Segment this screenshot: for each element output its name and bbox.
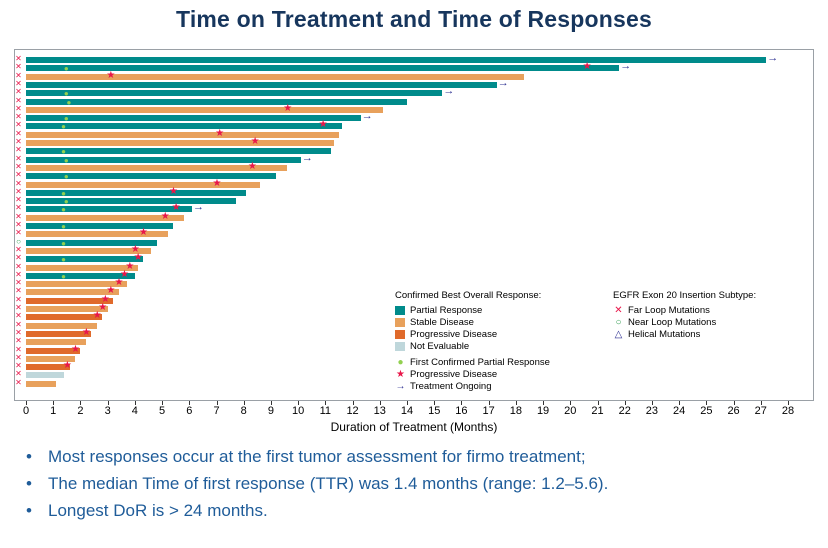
legend-mutation-items [613,304,756,340]
axis-tick-label: 22 [618,405,631,417]
mutation-subtype-icon: ✕ [15,54,22,63]
x-axis-label: Duration of Treatment (Months) [330,420,498,434]
progressive-disease-icon: ★ [160,210,170,222]
duration-bar [26,132,339,138]
progressive-disease-icon: ★ [92,310,102,322]
mutation-subtype-icon: ✕ [15,161,22,171]
mutation-subtype-icon: ○ [16,236,21,246]
progressive-disease-icon: ★ [247,160,257,172]
first-partial-response-icon: ● [66,97,72,107]
legend-item [395,328,550,340]
progressive-disease-icon: ★ [318,119,328,131]
legend-label: First Confirmed Partial Response [410,356,550,368]
progressive-disease-icon: ★ [70,343,80,355]
legend-label: Near Loop Mutations [628,316,717,328]
mutation-subtype-icon: ✕ [15,95,22,105]
patient-row [15,268,813,281]
patient-row [15,110,813,124]
mutation-subtype-icon: ✕ [15,369,22,379]
patient-row [15,52,813,64]
first-partial-response-icon: ● [63,89,69,99]
treatment-ongoing-icon: → [620,60,632,73]
patient-row [15,201,813,215]
mutation-subtype-icon: ✕ [15,269,22,279]
legend-label: Not Evaluable [410,340,470,352]
progressive-disease-icon: ★ [250,136,260,147]
duration-bar [26,148,331,154]
treatment-ongoing-icon: → [443,85,455,98]
mutation-subtype-icon: ✕ [15,120,22,130]
axis-tick-label: 13 [373,405,386,417]
mutation-subtype-icon: ✕ [15,228,22,238]
progressive-disease-icon: ★ [98,302,108,313]
progressive-disease-icon: ★ [139,227,148,239]
mutation-subtype-icon: ✕ [15,294,22,304]
mutation-subtype-icon: ✕ [15,253,22,263]
legend-marker-icon: ● [397,356,404,368]
legend-mutation-title: EGFR Exon 20 Insertion Subtype: [613,290,757,301]
progressive-disease-icon: ★ [283,102,293,114]
axis-tick-label: 28 [781,405,795,417]
first-partial-response-icon: ● [61,238,66,248]
treatment-ongoing-icon: → [301,151,313,164]
progressive-disease-icon: ★ [114,277,124,289]
mutation-subtype-icon: ✕ [15,303,22,312]
axis-tick-label: 20 [564,405,577,417]
bullet-text: The median Time of first response (TTR) was 1.4 months (range: 1.2–5.6). [48,474,609,493]
legend-label: Partial Response [410,304,483,316]
patient-row [15,145,813,157]
mutation-subtype-icon: ✕ [15,137,22,146]
mutation-subtype-icon: ✕ [15,278,22,288]
progressive-disease-icon: ★ [100,293,110,305]
duration-bar [26,190,246,196]
axis-tick-label: 11 [319,405,332,417]
axis-tick-label: 9 [267,405,274,417]
progressive-disease-icon: ★ [582,61,592,73]
axis-tick-label: 23 [645,405,659,417]
axis-tick-label: 5 [159,405,166,417]
duration-bar [26,223,173,229]
first-partial-response-icon: ● [61,147,66,157]
axis-tick-label: 15 [428,405,441,417]
progressive-disease-icon: ★ [133,252,143,264]
legend-mutation-icon: △ [614,328,623,340]
patient-row [15,210,813,222]
first-partial-response-icon: ● [63,155,69,165]
chart-plot-area [14,49,814,401]
mutation-subtype-icon: ✕ [15,336,22,346]
legend-swatch [395,342,405,351]
patient-row [15,69,813,81]
legend-item [613,304,756,316]
treatment-ongoing-icon: → [497,76,509,89]
mutation-subtype-icon: ✕ [15,195,22,205]
treatment-ongoing-icon: → [361,110,373,123]
first-partial-response-icon: ● [61,205,66,215]
progressive-disease-icon: ★ [168,185,178,197]
legend-item [613,316,756,328]
patient-row [15,151,813,165]
legend-response [395,290,550,392]
legend-mutation-icon: ○ [615,316,622,328]
axis-tick-label: 27 [754,405,767,417]
progressive-disease-icon: ★ [119,268,129,280]
axis-tick-label: 6 [186,405,193,417]
axis-tick-label: 3 [104,405,111,417]
legend-response-title: Confirmed Best Overall Response: [395,290,542,301]
axis-tick-label: 10 [292,405,305,417]
legend-swatch [395,330,405,339]
duration-bar [26,182,260,188]
treatment-ongoing-icon: → [767,52,779,64]
page-title: Time on Treatment and Time of Responses [175,6,652,32]
duration-bar [26,74,524,80]
bullet-list [10,447,828,528]
mutation-subtype-icon: ✕ [15,178,22,188]
legend-mutation [613,290,756,340]
mutation-subtype-icon: ✕ [15,145,22,155]
legend-marker-items [395,356,550,392]
first-partial-response-icon: ● [63,172,69,182]
first-partial-response-icon: ● [61,271,66,281]
mutation-subtype-icon: ✕ [15,112,22,122]
duration-bar [26,372,64,378]
axis-tick-label: 12 [346,405,359,417]
patient-row [15,60,813,74]
bullet-item [10,474,828,494]
progressive-disease-icon: ★ [106,69,116,81]
bullet-dot-icon: • [26,447,32,466]
bullet-dot-icon: • [26,474,32,493]
patient-row [15,260,813,272]
legend-swatch [395,306,405,315]
duration-bar [26,140,334,146]
duration-bar [26,314,102,320]
first-partial-response-icon: ● [61,188,66,198]
legend-item [395,380,550,392]
legend-label: Helical Mutations [628,328,701,340]
progressive-disease-icon: ★ [106,285,116,297]
legend-label: Stable Disease [410,316,474,328]
duration-bar [26,198,236,204]
legend-swatch [395,318,405,327]
progressive-disease-icon: ★ [171,202,181,214]
duration-bar [26,90,442,96]
duration-bar [26,107,383,113]
patient-row [15,227,813,239]
legend-item [395,356,550,368]
patient-row [15,252,813,265]
first-partial-response-icon: ● [61,255,66,265]
patient-row [15,127,813,139]
patient-row [15,277,813,289]
mutation-subtype-icon: ✕ [15,78,22,88]
progressive-disease-icon: ★ [130,243,140,255]
first-partial-response-icon: ● [61,222,66,231]
patient-row [15,220,813,231]
mutation-subtype-icon: ✕ [15,311,22,321]
mutation-subtype-icon: ✕ [15,70,22,80]
axis-tick-label: 21 [591,405,604,417]
patient-row [15,170,813,182]
patient-row [15,185,813,198]
patient-row [15,95,813,107]
mutation-subtype-icon: ✕ [15,62,22,72]
legend-label: Far Loop Mutations [628,304,710,316]
bullet-text: Most responses occur at the first tumor assessment for firmo treatment; [48,447,586,466]
duration-bar [26,57,766,63]
first-partial-response-icon: ● [63,64,69,74]
first-partial-response-icon: ● [63,114,69,124]
mutation-subtype-icon: ✕ [15,261,22,271]
mutation-subtype-icon: ✕ [15,319,22,329]
patient-row [15,177,813,189]
axis-tick-label: 19 [536,405,550,417]
axis-tick-label: 4 [131,405,138,417]
axis-tick-label: 0 [22,405,30,417]
mutation-subtype-icon: ✕ [15,170,22,180]
mutation-subtype-icon: ✕ [15,327,22,337]
axis-tick-label: 8 [240,405,247,417]
legend-label: Progressive Disease [410,328,498,340]
bullet-text: Longest DoR is > 24 months. [48,501,268,520]
mutation-subtype-icon: ✕ [15,87,22,97]
progressive-disease-icon: ★ [62,360,72,372]
progressive-disease-icon: ★ [215,127,225,139]
mutation-subtype-icon: ✕ [15,211,22,221]
mutation-subtype-icon: ✕ [15,220,22,229]
mutation-subtype-icon: ✕ [15,103,22,113]
legend-item [395,304,550,316]
mutation-subtype-icon: ✕ [15,344,22,354]
bullet-item [10,501,828,521]
legend-response-items [395,304,550,352]
duration-bar [26,115,361,121]
patient-row [15,76,813,89]
mutation-subtype-icon: ✕ [15,203,22,213]
axis-tick-label: 1 [50,405,57,417]
mutation-subtype-icon: ✕ [15,128,22,138]
patient-row [15,119,813,132]
axis-tick-label: 16 [455,405,468,417]
axis-tick-label: 7 [213,405,220,417]
axis-tick-label: 18 [509,405,522,417]
patient-row [15,195,813,207]
mutation-subtype-icon: ✕ [15,377,22,387]
mutation-subtype-icon: ✕ [15,361,22,371]
patient-row [15,160,813,172]
mutation-subtype-icon: ✕ [15,244,22,254]
legend-label: Treatment Ongoing [410,380,492,392]
patient-row [15,85,813,99]
legend-mutation-icon: ✕ [614,304,623,316]
legend-item [395,368,550,380]
duration-bar [26,99,407,105]
axis-tick-label: 24 [673,405,686,417]
patient-row [15,102,813,114]
duration-bar [26,123,342,129]
mutation-subtype-icon: ✕ [15,186,22,196]
progressive-disease-icon: ★ [212,177,222,189]
legend-label: Progressive Disease [410,368,498,380]
first-partial-response-icon: ● [63,197,69,207]
axis-tick-label: 25 [700,405,713,417]
patient-row [15,136,813,147]
legend-marker-icon: ★ [396,368,405,380]
bullet-dot-icon: • [26,501,32,520]
mutation-subtype-icon: ✕ [15,352,22,362]
legend-marker-icon: → [395,380,406,392]
mutation-subtype-icon: ✕ [15,286,22,296]
duration-bar [26,381,56,387]
progressive-disease-icon: ★ [81,326,91,338]
axis-tick-label: 17 [482,405,495,417]
legend-item [613,328,756,340]
duration-bar [26,82,497,88]
axis-tick-label: 14 [400,405,414,417]
axis-tick-label: 2 [77,405,84,417]
legend-item [395,316,550,328]
progressive-disease-icon: ★ [125,260,135,272]
legend-item [395,340,550,352]
bullet-item [10,447,828,467]
axis-tick-label: 26 [727,405,740,417]
treatment-ongoing-icon: → [193,201,204,214]
first-partial-response-icon: ● [61,122,66,132]
mutation-subtype-icon: ✕ [15,153,22,163]
